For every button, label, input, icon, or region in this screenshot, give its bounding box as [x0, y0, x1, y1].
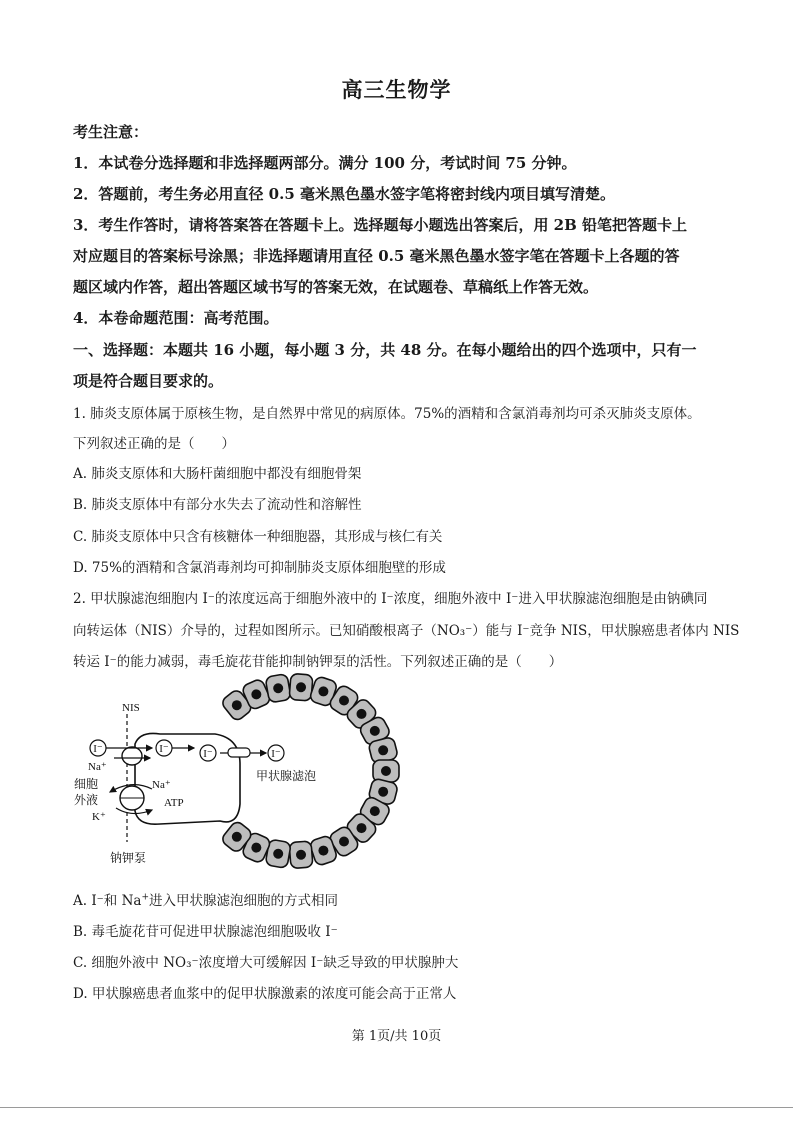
cell-nucleus	[356, 823, 366, 833]
section-heading: 项是符合题目要求的。	[73, 372, 224, 390]
notice-line: 3．考生作答时，请将答案答在答题卡上。选择题每小题选出答案后，用 2B 铅笔把答题卡上	[73, 216, 688, 234]
question-stem: 1. 肺炎支原体属于原核生物，是自然界中常见的病原体。75%的酒精和含氯消毒剂均可杀灭肺炎支原体。	[73, 406, 701, 422]
option-c: C. 肺炎支原体中只含有核糖体一种细胞器，其形成与核仁有关	[73, 529, 443, 545]
section-heading: 一、选择题：本题共 16 小题，每小题 3 分，共 48 分。在每小题给出的四个选项中，只有一	[73, 341, 697, 359]
option-a: A. I⁻和 Na+进入甲状腺滤泡细胞的方式相同	[73, 892, 338, 909]
cell-nucleus	[370, 726, 380, 736]
pump-label: 钠钾泵	[110, 851, 147, 865]
question-stem: 2. 甲状腺滤泡细胞内 I⁻的浓度远高于细胞外液中的 I⁻浓度，细胞外液中 I⁻进入甲状腺滤泡细胞是由钠碘同	[73, 591, 708, 607]
cell-nucleus	[381, 766, 391, 776]
nis-transporter	[122, 747, 142, 765]
cell-nucleus	[378, 745, 388, 755]
notice-heading: 考生注意：	[73, 123, 149, 141]
cell-nucleus	[370, 806, 380, 816]
cell-nucleus	[273, 683, 283, 693]
thyroid-follicle-diagram	[74, 676, 400, 868]
question-stem: 向转运体（NIS）介导的，过程如图所示。已知硝酸根离子（NO₃⁻）能与 I⁻竞争 NIS，甲状腺癌患者体内 NIS	[73, 623, 740, 639]
notice-line: 题区域内作答，超出答题区域书写的答案无效，在试题卷、草稿纸上作答无效。	[73, 278, 599, 296]
nis-label: NIS	[122, 702, 140, 714]
cell-nucleus	[232, 832, 242, 842]
cell-nucleus	[296, 850, 306, 860]
cell-nucleus	[318, 846, 328, 856]
option-d: D. 75%的酒精和含氯消毒剂均可抑制肺炎支原体细胞壁的形成	[73, 560, 446, 576]
atp-label: ATP	[164, 797, 184, 809]
question-stem: 转运 I⁻的能力减弱，毒毛旋花苷能抑制钠钾泵的活性。下列叙述正确的是（ ）	[73, 654, 563, 670]
page-number: 第 1页/共 10页	[351, 1029, 442, 1044]
notice-line: 1．本试卷分选择题和非选择题两部分。满分 100 分，考试时间 75 分钟。	[73, 154, 577, 172]
notice-line: 对应题目的答案标号涂黑；非选择题请用直径 0.5 毫米黑色墨水签字笔在答题卡上各题的答	[73, 247, 680, 265]
question-stem: 下列叙述正确的是（ ）	[73, 436, 235, 452]
cell-nucleus	[356, 709, 366, 719]
extracellular-label: 细胞	[74, 777, 99, 791]
option-d: D. 甲状腺癌患者血浆中的促甲状腺激素的浓度可能会高于正常人	[73, 986, 457, 1002]
extracellular-label: 外液	[74, 793, 99, 807]
cell-nucleus	[296, 682, 306, 692]
page-title: 高三生物学	[341, 77, 452, 102]
cell-nucleus	[273, 849, 283, 859]
iodide-label: I⁻	[93, 743, 103, 755]
notice-line: 4．本卷命题范围：高考范围。	[73, 309, 279, 327]
notice-line: 2．答题前，考生务必用直径 0.5 毫米黑色墨水签字笔将密封线内项目填写清楚。	[73, 185, 615, 203]
sodium-in-label: Na⁺	[152, 779, 171, 791]
apical-channel	[228, 748, 250, 757]
cell-nucleus	[378, 787, 388, 797]
cell-nucleus	[232, 700, 242, 710]
option-c: C. 细胞外液中 NO₃⁻浓度增大可缓解因 I⁻缺乏导致的甲状腺肿大	[73, 955, 459, 971]
cell-nucleus	[251, 689, 261, 699]
cell-nucleus	[318, 686, 328, 696]
follicle-label: 甲状腺滤泡	[256, 769, 317, 783]
sodium-out-label: Na⁺	[88, 761, 107, 773]
iodide-label: I⁻	[159, 743, 169, 755]
option-b: B. 肺炎支原体中有部分水失去了流动性和溶解性	[73, 497, 362, 513]
iodide-label: I⁻	[203, 748, 213, 760]
cell-nucleus	[251, 843, 261, 853]
cell-nucleus	[339, 837, 349, 847]
cell-nucleus	[339, 695, 349, 705]
iodide-label: I⁻	[271, 748, 281, 760]
bottom-divider	[0, 1107, 793, 1108]
option-a: A. 肺炎支原体和大肠杆菌细胞中都没有细胞骨架	[73, 466, 362, 482]
potassium-label: K⁺	[92, 811, 106, 823]
option-b: B. 毒毛旋花苷可促进甲状腺滤泡细胞吸收 I⁻	[73, 924, 338, 940]
